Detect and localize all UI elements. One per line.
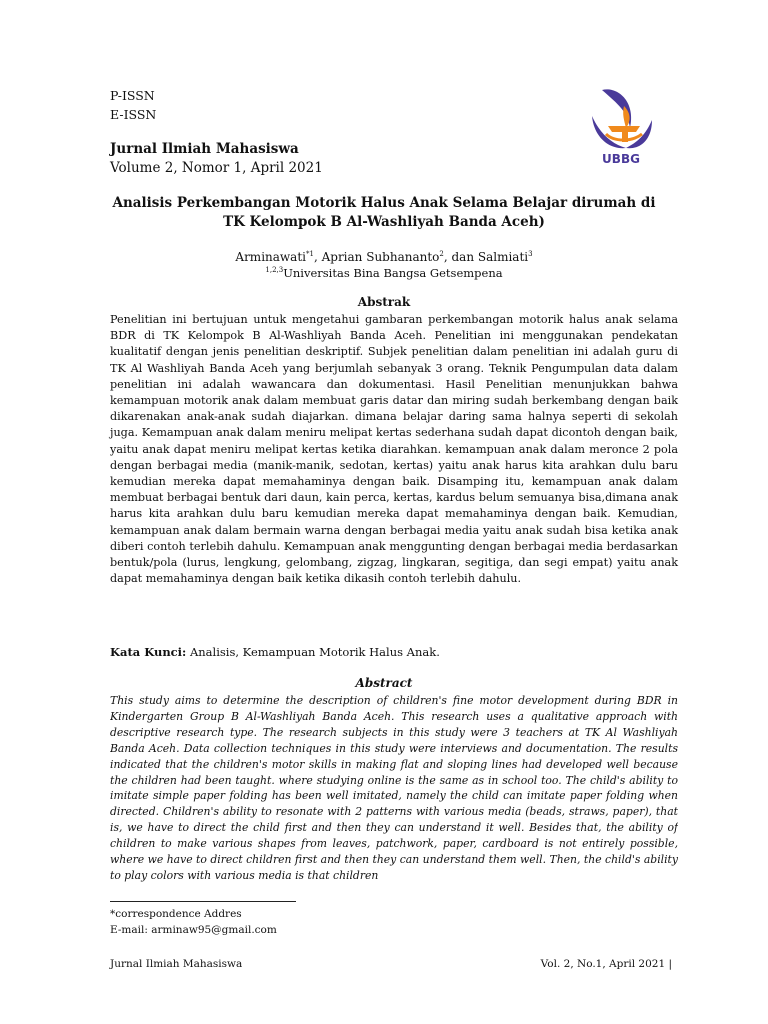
footnote	[110, 906, 277, 938]
keywords	[110, 645, 670, 659]
affiliation-name: Universitas Bina Bangsa Getsempena	[283, 265, 503, 280]
abstract-body: This study aims to determine the description of children's fine motor development during BDR in Kindergarten Group B Al-Washliyah Banda Aceh. This research uses a qualitative approach with descriptive research type. The research subjects in this study were 3 teachers at TK Al Washliyah Banda Aceh. Data collection techniques in this study were interviews and documentation. The results indicated that the children's motor skills in making flat and sloping lines had developed well because the children had been taught. where studying online is the same as in school too. The child's ability to imitate simple paper folding has been well imitated, namely the child can imitate paper folding when directed. Children's ability to resonate with 2 patterns with various media (beads, straws, paper), that is, we have to direct the child first and then they can understand it well. Besides that, the ability of children to make various shapes from leaves, patchwork, paper, cardboard is not entirely possible, where we have to direct children first and then they can understand them well. Then, the child's ability to play colors with various media is that children	[110, 694, 678, 882]
abstrak-body: Penelitian ini bertujuan untuk mengetahui gambaran perkembangan motorik halus anak selama BDR di TK Kelompok B Al-Washliyah Banda Aceh. Penelitian ini menggunakan pendekatan kualitatif dengan jenis penelitian deskriptif. Subjek penelitian dalam penelitian ini adalah guru di TK Al Washliyah Banda Aceh yang berjumlah sebanyak 3 orang. Teknik Pengumpulan data dalam penelitian ini adalah wawancara dan dokumentasi. Hasil Penelitian menunjukkan bahwa kemampuan motorik anak dalam membuat garis datar dan miring sudah berkembang dengan baik dikarenakan anak-anak sudah diajarkan. dimana belajar daring sama halnya seperti di sekolah juga. Kemampuan anak dalam meniru melipat kertas sederhana sudah dapat dicontoh dengan baik, yaitu anak dapat meniru melipat kertas ketika diarahkan. kemampuan anak dalam meronce 2 pola dengan berbagai media (manik-manik, sedotan, kertas) yaitu anak harus kita arahkan dulu baru kemudian mereka dapat memahaminya dengan baik. Disamping itu, kemampuan anak dalam membuat berbagai bentuk dari daun, kain perca, kertas, kardus belum semuanya bisa,dimana anak harus kita arahkan dulu baru kemudian mereka dapat memahaminya dengan baik. Kemudian, kemampuan anak dalam bermain warna dengan berbagai media yaitu anak sudah bisa ketika anak diberi contoh terlebih dahulu. Kemampuan anak menggunting dengan berbagai media berdasarkan bentuk/pola (lurus, lengkung, gelombang, zigzag, lingkaran, segitiga, dan segi empat) yaitu anak dapat memahaminya dengan baik ketika dikasih contoh terlebih dahulu.	[110, 313, 678, 586]
issn-block	[110, 86, 156, 124]
abstrak-heading: Abstrak	[357, 295, 411, 309]
affiliation	[110, 262, 658, 281]
author-sup: 3	[528, 250, 533, 258]
footnote-correspondence: *correspondence Addres	[110, 908, 242, 920]
journal-block	[110, 140, 323, 178]
author-sup: 2	[439, 250, 444, 258]
affiliation-sup: 1,2,3	[265, 266, 284, 274]
author-name: Arminawati	[235, 250, 306, 264]
abstract-heading: Abstract	[355, 676, 413, 690]
footer-volume: Vol. 2, No.1, April 2021 |	[540, 958, 672, 970]
e-issn: E-ISSN	[110, 107, 157, 122]
footer-journal: Jurnal Ilmiah Mahasiswa	[110, 958, 243, 970]
footnote-divider	[110, 901, 296, 902]
logo-text: UBBG	[602, 152, 640, 166]
author-sup: *1	[306, 250, 314, 258]
keywords-text: Analisis, Kemampuan Motorik Halus Anak.	[186, 645, 440, 659]
keywords-label: Kata Kunci:	[110, 645, 187, 659]
author-name: , Aprian Subhananto	[313, 250, 440, 264]
author-name: , dan Salmiati	[443, 250, 529, 264]
journal-volume: Volume 2, Nomor 1, April 2021	[110, 160, 323, 176]
article-title: Analisis Perkembangan Motorik Halus Anak Selama Belajar dirumah di TK Kelompok B Al-Washliyah Banda Aceh)	[112, 195, 656, 230]
p-issn: P-ISSN	[110, 88, 155, 103]
footnote-email: E-mail: arminaw95@gmail.com	[110, 924, 277, 936]
journal-name: Jurnal Ilmiah Mahasiswa	[110, 141, 299, 157]
